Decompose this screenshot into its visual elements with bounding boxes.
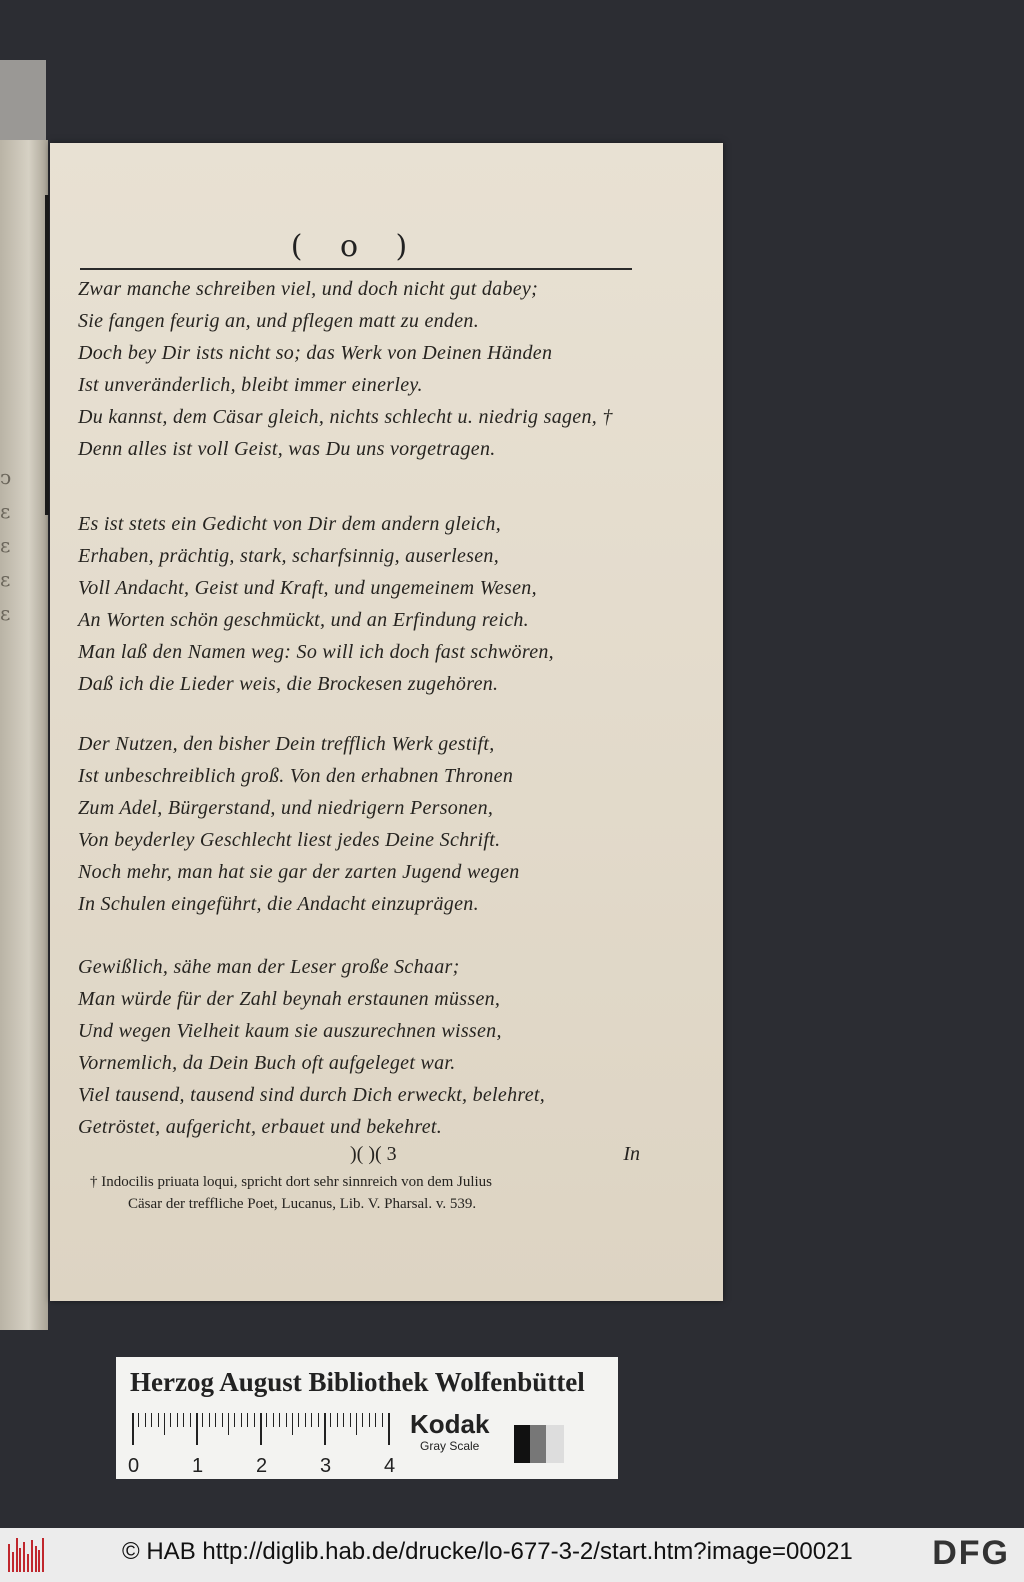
ruler-tick [234, 1413, 235, 1427]
footnote-line: Cäsar der treffliche Poet, Lucanus, Lib. V. Pharsal. v. 539. [128, 1196, 477, 1212]
ruler-tick [202, 1413, 203, 1427]
verse-line: Von beyderley Geschlecht liest jedes Deine Schrift. [78, 829, 501, 851]
citation-url[interactable]: © HAB http://diglib.hab.de/drucke/lo-677-3-2/start.htm?image=00021 [122, 1538, 853, 1565]
ruler-tick [196, 1413, 198, 1445]
ruler-tick [356, 1413, 357, 1435]
ruler-tick [132, 1413, 134, 1445]
ruler-tick [388, 1413, 390, 1445]
ruler [132, 1413, 388, 1445]
dfg-logo: DFG [932, 1534, 1010, 1572]
ruler-number: 3 [320, 1455, 332, 1477]
verse-line: Viel tausend, tausend sind durch Dich erweckt, belehret, [78, 1084, 546, 1106]
ruler-tick [158, 1413, 159, 1427]
verse-line: An Worten schön geschmückt, und an Erfindung reich. [78, 609, 529, 631]
ruler-tick [298, 1413, 299, 1427]
ruler-tick [260, 1413, 262, 1445]
verse-line: In Schulen eingeführt, die Andacht einzuprägen. [78, 893, 479, 915]
ruler-tick [209, 1413, 210, 1427]
verse-line: Man würde für der Zahl beynah erstaunen müssen, [78, 988, 501, 1010]
logo-stripe [42, 1538, 44, 1572]
ruler-number: 4 [384, 1455, 396, 1477]
ruler-number: 2 [256, 1455, 268, 1477]
ruler-tick [382, 1413, 383, 1427]
ruler-tick [350, 1413, 351, 1427]
stanza-1 [78, 273, 648, 465]
logo-stripe [8, 1544, 10, 1572]
logo-stripe [16, 1538, 18, 1572]
ruler-tick [324, 1413, 326, 1445]
library-name: Herzog August Bibliothek Wolfenbüttel [130, 1367, 585, 1397]
kodak-logo: Kodak [410, 1409, 490, 1439]
logo-stripe [19, 1548, 21, 1572]
ruler-tick [254, 1413, 255, 1427]
verse-line: Gewißlich, sähe man der Leser große Schaar; [78, 956, 460, 978]
ruler-tick [183, 1413, 184, 1427]
logo-stripe [12, 1552, 14, 1572]
logo-stripe [38, 1550, 40, 1572]
previous-page-edge [0, 140, 48, 1330]
ruler-tick [266, 1413, 267, 1427]
ruler-tick [337, 1413, 338, 1427]
page-header: ( o ) [290, 229, 422, 264]
verse-line: Du kannst, dem Cäsar gleich, nichts schlecht u. niedrig sagen, † [78, 406, 613, 428]
spine-shadow [45, 195, 49, 515]
left-edge-marks: ↄ ε ε ε ε [0, 465, 12, 625]
ruler-tick [305, 1413, 306, 1427]
verse-line: Daß ich die Lieder weis, die Brockesen zugehören. [78, 673, 499, 695]
ruler-number: 0 [128, 1455, 140, 1477]
logo-stripe [23, 1542, 25, 1572]
verse-line: Vornemlich, da Dein Buch oft aufgeleget war. [78, 1052, 456, 1074]
ruler-tick [311, 1413, 312, 1427]
ruler-tick [292, 1413, 293, 1435]
footnote-line: † Indocilis priuata loqui, spricht dort sehr sinnreich von dem Julius [90, 1174, 493, 1190]
ruler-number: 1 [192, 1455, 204, 1477]
gathering-signature: )( )( 3 [350, 1143, 397, 1165]
ruler-tick [177, 1413, 178, 1427]
verse-line: Doch bey Dir ists nicht so; das Werk von Deinen Händen [78, 342, 553, 364]
footer-bar [0, 1528, 1024, 1582]
stanza-2 [78, 508, 648, 700]
hab-logo-icon [8, 1536, 46, 1572]
catchword: In [623, 1143, 640, 1165]
ruler-tick [170, 1413, 171, 1427]
ruler-tick [318, 1413, 319, 1427]
ruler-tick [286, 1413, 287, 1427]
verse-line: Ist unveränderlich, bleibt immer einerley. [78, 374, 423, 396]
verse-line: Es ist stets ein Gedicht von Dir dem andern gleich, [78, 513, 502, 535]
ruler-tick [343, 1413, 344, 1427]
verse-line: Zwar manche schreiben viel, und doch nicht gut dabey; [78, 278, 539, 300]
ruler-tick [145, 1413, 146, 1427]
stanza-4 [78, 951, 648, 1143]
logo-stripe [31, 1540, 33, 1572]
stanza-3 [78, 728, 648, 920]
footnote [90, 1171, 650, 1215]
color-target-card [116, 1357, 618, 1479]
book-page [50, 143, 723, 1301]
verse-line: Zum Adel, Bürgerstand, und niedrigern Personen, [78, 797, 494, 819]
ruler-tick [362, 1413, 363, 1427]
ruler-tick [190, 1413, 191, 1427]
ruler-tick [138, 1413, 139, 1427]
ruler-tick [228, 1413, 229, 1435]
left-page-fragment [0, 60, 46, 140]
ruler-tick [151, 1413, 152, 1427]
verse-line: Denn alles ist voll Geist, was Du uns vorgetragen. [78, 438, 496, 460]
logo-stripe [27, 1554, 29, 1572]
ruler-tick [369, 1413, 370, 1427]
verse-line: Man laß den Namen weg: So will ich doch fast schwören, [78, 641, 554, 663]
verse-line: Erhaben, prächtig, stark, scharfsinnig, auserlesen, [78, 545, 500, 567]
ruler-tick [241, 1413, 242, 1427]
verse-line: Noch mehr, man hat sie gar der zarten Jugend wegen [78, 861, 520, 883]
ruler-tick [279, 1413, 280, 1427]
verse-line: Voll Andacht, Geist und Kraft, und ungemeinem Wesen, [78, 577, 537, 599]
gray-scale-swatches [514, 1425, 564, 1463]
ruler-tick [215, 1413, 216, 1427]
logo-stripe [35, 1546, 37, 1572]
verse-line: Ist unbeschreiblich groß. Von den erhabnen Thronen [78, 765, 514, 787]
ruler-tick [164, 1413, 165, 1435]
ruler-tick [247, 1413, 248, 1427]
ruler-tick [330, 1413, 331, 1427]
ruler-tick [273, 1413, 274, 1427]
header-rule [80, 268, 632, 270]
verse-line: Und wegen Vielheit kaum sie auszurechnen wissen, [78, 1020, 502, 1042]
verse-line: Sie fangen feurig an, und pflegen matt zu enden. [78, 310, 480, 332]
verse-line: Der Nutzen, den bisher Dein trefflich Werk gestift, [78, 733, 495, 755]
ruler-tick [222, 1413, 223, 1427]
verse-line: Getröstet, aufgericht, erbauet und bekehret. [78, 1116, 443, 1138]
gray-scale-label: Gray Scale [420, 1439, 480, 1453]
ruler-tick [375, 1413, 376, 1427]
